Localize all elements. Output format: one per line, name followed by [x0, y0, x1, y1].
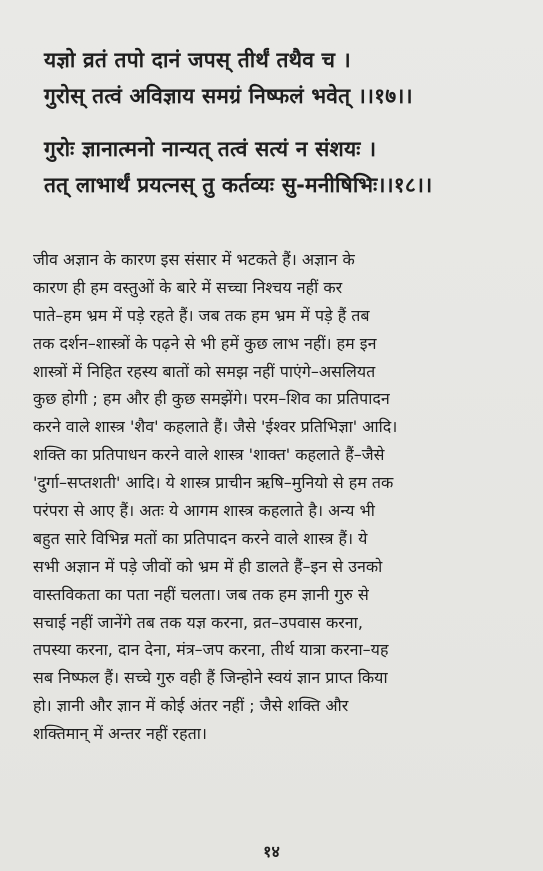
paragraph-line: कारण ही हम वस्तुओं के बारे में सच्चा निश्चय नहीं कर: [33, 277, 343, 297]
paragraph-line: सचाई नहीं जानेंगे तब तक यज्ञ करना, व्रत–उपवास करना,: [33, 612, 363, 632]
verse-17: [44, 43, 524, 115]
paragraph-line: वास्तविकता का पता नहीं चलता। जब तक हम ज्ञानी गुरु से: [33, 584, 369, 604]
paragraph-line: हो। ज्ञानी और ज्ञान में कोई अंतर नहीं ; जैसे शक्ति और: [33, 696, 349, 716]
commentary-paragraph: [33, 246, 523, 748]
verse-line: तत् लाभार्थं प्रयत्नस् तु कर्तव्यः सु-मनीषिभिः।।१८।।: [44, 173, 433, 197]
verse-line: यज्ञो व्रतं तपो दानं जपस् तीर्थं तथैव च ।: [44, 48, 351, 72]
paragraph-line: तपस्या करना, दान देना, मंत्र–जप करना, तीर्थ यात्रा करना–यह: [33, 640, 389, 660]
paragraph-line: शास्त्रों में निहित रहस्य बातों को समझ नहीं पाएंगे–असलियत: [33, 361, 376, 381]
paragraph-line: शक्तिमान् में अन्तर नहीं रहता।: [33, 724, 207, 744]
paragraph-line: कुछ होगी ; हम और ही कुछ समझेंगे। परम–शिव का प्रतिपादन: [33, 389, 390, 409]
paragraph-line: 'दुर्गा–सप्तशती' आदि। ये शास्त्र प्राचीन ऋषि–मुनियो से हम तक: [33, 473, 394, 493]
verse-line: गुरोः ज्ञानात्मनो नान्यत् तत्वं सत्यं न संशयः ।: [44, 137, 377, 161]
paragraph-line: जीव अज्ञान के कारण इस संसार में भटकते हैं। अज्ञान के: [33, 250, 355, 269]
paragraph-line: बहुत सारे विभिन्न मतों का प्रतिपादन करने वाले शास्त्र हैं। ये: [33, 528, 368, 548]
paragraph-line: परंपरा से आए हैं। अतः ये आगम शास्त्र कहलाते है। अन्य भी: [33, 501, 375, 521]
paragraph-line: करने वाले शास्त्र 'शैव' कहलाते हैं। जैसे 'ईश्वर प्रतिभिज्ञा' आदि।: [33, 417, 398, 437]
paragraph-line: सब निष्फल हैं। सच्चे गुरु वही हैं जिन्होने स्वयं ज्ञान प्राप्त किया: [33, 668, 388, 688]
page-number: १४: [263, 842, 280, 861]
paragraph-line: तक दर्शन–शास्त्रों के पढ़ने से भी हमें कुछ लाभ नहीं। हम इन: [33, 333, 377, 353]
verse-18: [44, 132, 524, 204]
paragraph-line: शक्ति का प्रतिपाधन करने वाले शास्त्र 'शाक्त' कहलाते हैं–जैसे: [33, 445, 385, 465]
verse-line: गुरोस् तत्वं अविज्ञाय समग्रं निष्फलं भवेत् ।।१७।।: [44, 84, 413, 108]
paragraph-line: पाते–हम भ्रम में पड़े रहते हैं। जब तक हम भ्रम में पड़े हैं तब: [33, 305, 370, 325]
paragraph-line: सभी अज्ञान में पड़े जीवों को भ्रम में ही डालते हैं–इन से उनको: [33, 556, 383, 576]
